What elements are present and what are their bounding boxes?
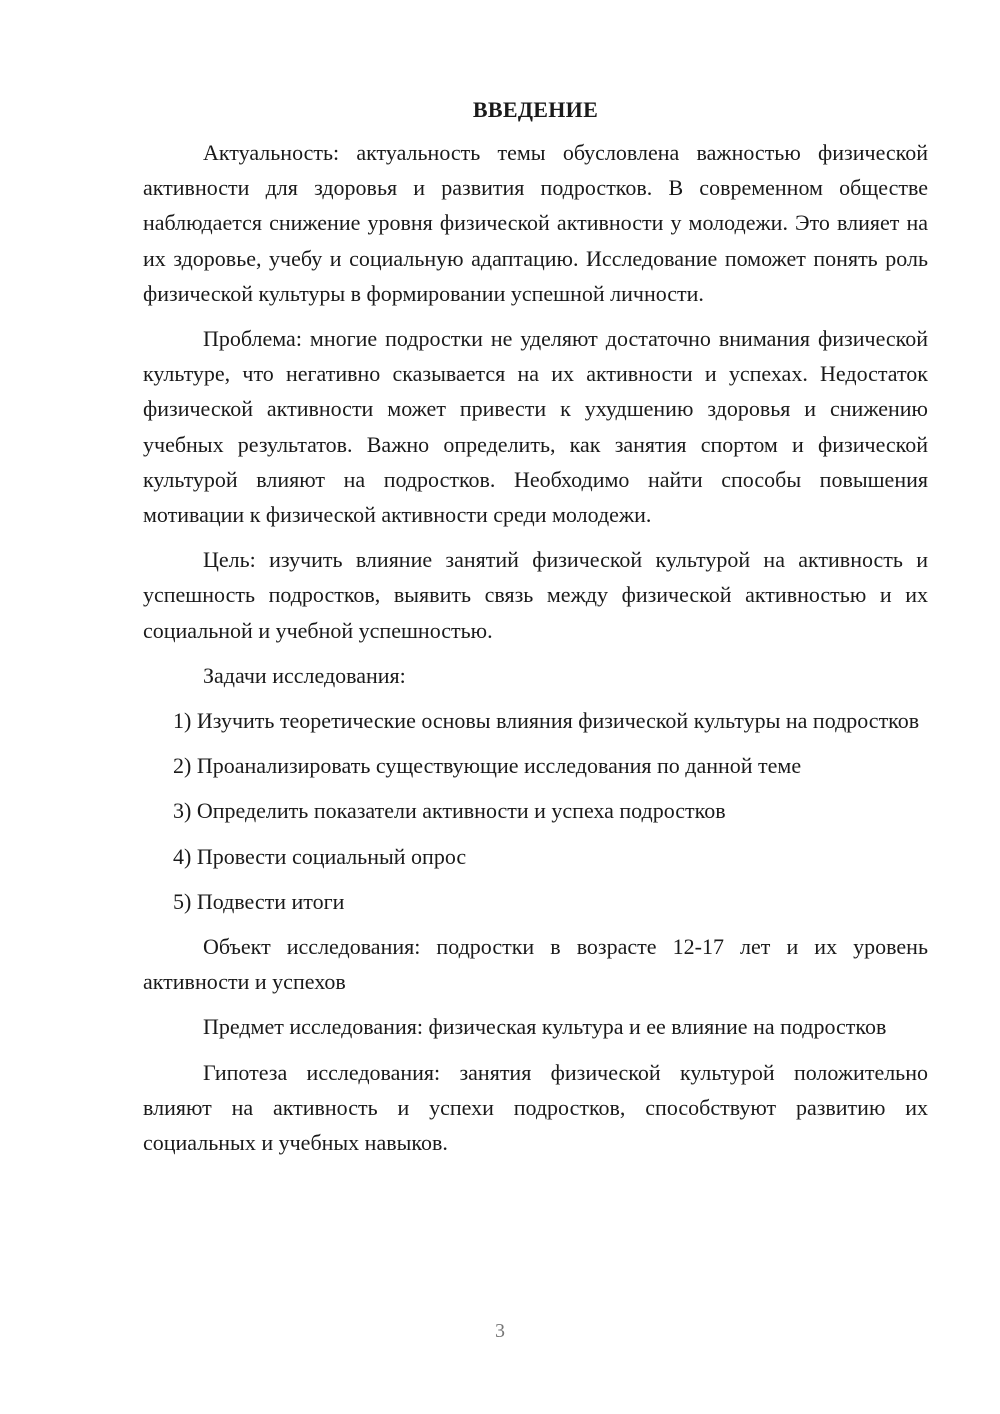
paragraph-relevance: Актуальность: актуальность темы обусловлена важностью физической активности для здоровья и развития подростков. В современном обществе наблюдается снижение уровня физической активности у молодежи. Это влияет на их здоровье, учебу и социальную адаптацию. Исследование поможет понять роль физической культуры в формировании успешной личности.	[143, 140, 928, 306]
list-item: 2) Проанализировать существующие исследования по данной теме	[173, 753, 802, 779]
tasks-list	[143, 703, 928, 919]
paragraph-object: Объект исследования: подростки в возрасте 12-17 лет и их уровень активности и успехов	[143, 934, 928, 995]
list-item: 4) Провести социальный опрос	[173, 843, 467, 869]
paragraph-problem: Проблема: многие подростки не уделяют достаточно внимания физической культуре, что негативно сказывается на их активности и успехах. Недостаток физической активности может привести к ухудшению здоровья и снижению учебных результатов. Важно определить, как занятия спортом и физической культурой влияют на подростков. Необходимо найти способы повышения мотивации к физической активности среди молодежи.	[143, 326, 928, 528]
list-item: 5) Подвести итоги	[173, 888, 345, 914]
paragraph-tasks-heading: Задачи исследования:	[203, 662, 406, 688]
paragraph-subject: Предмет исследования: физическая культура и ее влияние на подростков	[203, 1014, 887, 1040]
list-item: 3) Определить показатели активности и успеха подростков	[173, 798, 726, 824]
page-number: 3	[495, 1320, 505, 1342]
paragraph-goal: Цель: изучить влияние занятий физической культурой на активность и успешность подростков, выявить связь между физической активностью и их социальной и учебной успешностью.	[143, 547, 928, 643]
paragraph-hypothesis: Гипотеза исследования: занятия физической культурой положительно влияют на активность и успехи подростков, способствуют развитию их социальных и учебных навыков.	[143, 1059, 928, 1156]
section-title: ВВЕДЕНИЕ	[472, 97, 599, 122]
list-item: 1) Изучить теоретические основы влияния физической культуры на подростков	[173, 708, 920, 734]
page-content	[143, 92, 928, 1160]
